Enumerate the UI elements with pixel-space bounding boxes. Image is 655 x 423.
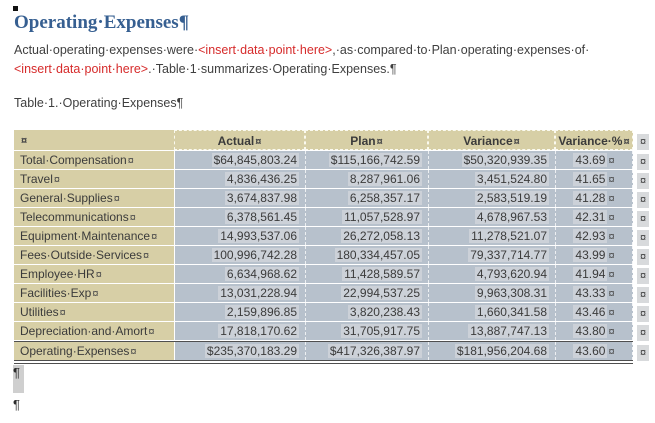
variance-value: 11,278,521.07 (471, 229, 547, 243)
variance-value: 4,793,620.94 (476, 267, 547, 281)
end-of-row-marker (637, 285, 655, 301)
end-of-row-marker (637, 304, 655, 320)
table-row (14, 341, 647, 360)
table-row (14, 189, 647, 208)
variance-value: 4,678,967.53 (476, 210, 547, 224)
variance-pct-cell[interactable] (555, 284, 633, 302)
variance-pct-cell[interactable] (555, 322, 633, 340)
variance-cell[interactable] (428, 151, 555, 169)
variance-pct-value: 43.60 (575, 344, 606, 358)
table-header-cell[interactable] (305, 130, 428, 150)
end-of-cell-marker: ¤ (608, 193, 615, 205)
end-of-row-glyph: ¤ (637, 345, 649, 361)
end-of-cell-marker: ¤ (608, 307, 615, 319)
row-label: Travel (20, 172, 53, 186)
row-label: General·Supplies (20, 191, 113, 205)
variance-value: $181,956,204.68 (456, 344, 547, 358)
table-row (14, 322, 647, 341)
variance-cell[interactable] (428, 170, 555, 188)
row-label-cell[interactable] (14, 227, 174, 245)
variance-pct-cell[interactable] (555, 151, 633, 169)
variance-cell[interactable] (428, 265, 555, 283)
actual-value: 100,996,742.28 (213, 248, 297, 262)
table-header-cell[interactable] (555, 130, 633, 150)
variance-pct-value: 42.31 (575, 210, 606, 224)
variance-value: 1,660,341.58 (476, 305, 547, 319)
end-of-cell-marker: ¤ (608, 155, 615, 167)
actual-cell[interactable] (174, 189, 305, 207)
end-of-cell-marker: ¤ (608, 288, 615, 300)
row-label: Fees·Outside·Services (20, 248, 143, 262)
plan-cell[interactable] (305, 170, 428, 188)
variance-value: $50,320,939.35 (463, 153, 547, 167)
variance-cell[interactable] (428, 284, 555, 302)
end-of-cell-marker: ¤ (59, 307, 66, 319)
variance-pct-value: 41.94 (575, 267, 606, 281)
end-of-cell-marker: ¤ (127, 155, 134, 167)
header-label: Variance·% (558, 134, 623, 148)
end-of-cell-marker: ¤ (513, 136, 520, 148)
table-row (14, 284, 647, 303)
actual-value: 13,031,228.94 (220, 286, 297, 300)
table-row (14, 151, 647, 170)
actual-cell[interactable] (174, 208, 305, 226)
table-row (14, 170, 647, 189)
end-of-row-glyph: ¤ (637, 192, 649, 208)
insert-placeholder-1[interactable]: <insert·data·point·here> (198, 43, 333, 57)
plan-cell[interactable] (305, 322, 428, 340)
row-label: Employee·HR (20, 267, 95, 281)
variance-pct-value: 43.69 (575, 153, 606, 167)
plan-value: 8,287,961.06 (349, 172, 420, 186)
end-of-row-glyph: ¤ (637, 173, 649, 189)
variance-value: 2,583,519.19 (476, 191, 547, 205)
actual-value: 2,159,896.85 (226, 305, 297, 319)
page-title[interactable] (14, 12, 189, 34)
paragraph-mark-selected[interactable]: ¶ (13, 365, 24, 393)
actual-cell[interactable] (174, 342, 305, 360)
object-anchor-square (13, 6, 18, 11)
variance-pct-value: 43.46 (575, 305, 606, 319)
plan-cell[interactable] (305, 151, 428, 169)
row-label: Equipment·Maintenance (20, 229, 151, 243)
row-label: Utilities (20, 305, 59, 319)
end-of-cell-marker: ¤ (608, 212, 615, 224)
variance-pct-cell[interactable] (555, 227, 633, 245)
end-of-row-glyph: ¤ (637, 211, 649, 227)
actual-cell[interactable] (174, 227, 305, 245)
plan-value: 3,820,238.43 (349, 305, 420, 319)
table-header-row (14, 130, 647, 151)
row-label-cell[interactable] (14, 170, 174, 188)
variance-cell[interactable] (428, 322, 555, 340)
variance-pct-cell[interactable] (555, 208, 633, 226)
plan-cell[interactable] (305, 208, 428, 226)
actual-cell[interactable] (174, 151, 305, 169)
actual-value: 6,634,968.62 (226, 267, 297, 281)
variance-pct-value: 41.65 (575, 172, 606, 186)
plan-cell[interactable] (305, 303, 428, 321)
actual-value: 17,818,170.62 (220, 324, 297, 338)
row-label-cell[interactable] (14, 246, 174, 264)
end-of-cell-marker: ¤ (92, 288, 99, 300)
variance-value: 3,451,524.80 (476, 172, 547, 186)
plan-value: 6,258,357.17 (349, 191, 420, 205)
table-row (14, 265, 647, 284)
row-label-cell[interactable] (14, 151, 174, 169)
end-of-row-marker (637, 131, 655, 147)
end-of-row-glyph: ¤ (637, 325, 649, 341)
plan-value: $115,166,742.59 (330, 153, 420, 167)
paragraph-text: ,·as·compared·to·Plan·operating·expenses·of· (332, 43, 590, 57)
pilcrow-mark: ¶ (389, 62, 397, 76)
plan-cell[interactable] (305, 342, 428, 360)
paragraph-mark[interactable]: ¶ (13, 397, 20, 412)
row-label-cell[interactable] (14, 342, 174, 360)
row-label-cell[interactable] (14, 322, 174, 340)
row-label-cell[interactable] (14, 189, 174, 207)
table-caption[interactable] (14, 96, 183, 110)
variance-value: 13,887,747.13 (470, 324, 547, 338)
header-label: Plan (350, 134, 376, 148)
row-label: Telecommunications (20, 210, 129, 224)
plan-value: 11,428,589.57 (344, 267, 420, 281)
end-of-cell-marker: ¤ (608, 231, 615, 243)
row-label-cell[interactable] (14, 303, 174, 321)
end-of-cell-marker: ¤ (623, 136, 630, 148)
end-of-cell-marker: ¤ (608, 326, 615, 338)
variance-pct-value: 43.33 (575, 286, 606, 300)
end-of-cell-marker: ¤ (608, 346, 615, 358)
table-header-cell[interactable] (174, 130, 305, 150)
variance-value: 9,963,308.31 (476, 286, 547, 300)
variance-pct-cell[interactable] (555, 189, 633, 207)
actual-cell[interactable] (174, 303, 305, 321)
paragraph-text: .·Table·1·summarizes·Operating·Expenses. (148, 62, 390, 76)
actual-cell[interactable] (174, 170, 305, 188)
end-of-row-marker (637, 247, 655, 263)
intro-paragraph[interactable] (14, 41, 639, 79)
actual-cell[interactable] (174, 246, 305, 264)
plan-value: 11,057,528.97 (344, 210, 420, 224)
variance-pct-value: 43.80 (575, 324, 606, 338)
end-of-row-marker (637, 152, 655, 168)
row-label: Total·Compensation (20, 153, 127, 167)
variance-pct-cell[interactable] (555, 170, 633, 188)
end-of-row-marker (637, 323, 655, 339)
table-row (14, 208, 647, 227)
variance-pct-cell[interactable] (555, 246, 633, 264)
end-of-cell-marker: ¤ (143, 250, 150, 262)
end-of-cell-marker: ¤ (95, 269, 102, 281)
plan-cell[interactable] (305, 246, 428, 264)
expenses-table[interactable] (14, 130, 647, 364)
variance-pct-value: 41.28 (575, 191, 606, 205)
row-label: Facilities·Exp (20, 286, 92, 300)
row-label-cell[interactable] (14, 265, 174, 283)
end-of-row-glyph: ¤ (637, 154, 649, 170)
table-row (14, 227, 647, 246)
actual-value: 14,993,537.06 (220, 229, 297, 243)
variance-pct-cell[interactable] (555, 265, 633, 283)
variance-pct-cell[interactable] (555, 303, 633, 321)
actual-value: 3,674,837.98 (226, 191, 297, 205)
actual-cell[interactable] (174, 265, 305, 283)
header-label: Actual (217, 134, 255, 148)
end-of-cell-marker: ¤ (608, 174, 615, 186)
variance-value: 79,337,714.77 (470, 248, 547, 262)
end-of-row-marker (637, 171, 655, 187)
actual-value: 6,378,561.45 (226, 210, 297, 224)
end-of-row-glyph: ¤ (637, 287, 649, 303)
plan-value: 22,994,537.25 (343, 286, 420, 300)
table-row (14, 246, 647, 265)
row-label-cell[interactable] (14, 284, 174, 302)
row-label: Depreciation·and·Amort (20, 324, 148, 338)
end-of-row-marker (637, 266, 655, 282)
end-of-row-marker (637, 343, 655, 359)
plan-value: 31,705,917.75 (343, 324, 420, 338)
end-of-row-marker (637, 190, 655, 206)
paragraph-text: Actual·operating·expenses·were· (14, 43, 199, 57)
end-of-cell-marker: ¤ (113, 193, 120, 205)
table-header-cell[interactable] (428, 130, 555, 150)
end-of-row-marker (637, 209, 655, 225)
end-of-row-glyph: ¤ (637, 268, 649, 284)
pilcrow-mark: ¶ (176, 96, 184, 110)
table-header-cell[interactable] (14, 130, 174, 150)
end-of-cell-marker: ¤ (151, 231, 158, 243)
plan-cell[interactable] (305, 265, 428, 283)
variance-cell[interactable] (428, 342, 555, 360)
table-row (14, 303, 647, 322)
end-of-cell-marker: ¤ (21, 135, 28, 147)
end-of-row-glyph: ¤ (637, 306, 649, 322)
variance-cell[interactable] (428, 246, 555, 264)
end-of-row-marker (637, 228, 655, 244)
variance-pct-value: 43.99 (575, 248, 606, 262)
end-of-row-glyph: ¤ (637, 134, 649, 150)
variance-cell[interactable] (428, 303, 555, 321)
actual-value: $235,370,183.29 (206, 344, 297, 358)
plan-value: 180,334,457.05 (336, 248, 420, 262)
end-of-cell-marker: ¤ (376, 136, 383, 148)
row-label-cell[interactable] (14, 208, 174, 226)
variance-pct-cell[interactable] (555, 342, 633, 360)
header-label: Variance (463, 134, 513, 148)
plan-cell[interactable] (305, 227, 428, 245)
variance-pct-value: 42.93 (575, 229, 606, 243)
end-of-cell-marker: ¤ (148, 326, 155, 338)
plan-cell[interactable] (305, 284, 428, 302)
actual-cell[interactable] (174, 322, 305, 340)
end-of-cell-marker: ¤ (255, 136, 262, 148)
row-label: Operating·Expenses (20, 344, 130, 358)
actual-value: $64,845,803.24 (213, 153, 297, 167)
heading-text: Operating·Expenses (14, 12, 179, 33)
variance-cell[interactable] (428, 227, 555, 245)
plan-cell[interactable] (305, 189, 428, 207)
pilcrow-mark: ¶ (178, 12, 189, 33)
plan-value: 26,272,058.13 (343, 229, 420, 243)
caption-text: Table·1.·Operating·Expenses (14, 96, 177, 110)
end-of-cell-marker: ¤ (608, 250, 615, 262)
end-of-cell-marker: ¤ (130, 346, 137, 358)
end-of-cell-marker: ¤ (53, 174, 61, 186)
insert-placeholder-2[interactable]: <insert·data·point·here> (14, 62, 149, 76)
end-of-row-glyph: ¤ (637, 249, 649, 265)
variance-cell[interactable] (428, 189, 555, 207)
end-of-cell-marker: ¤ (608, 269, 615, 281)
actual-value: 4,836,436.25 (226, 172, 297, 186)
plan-value: $417,326,387.97 (329, 344, 420, 358)
variance-cell[interactable] (428, 208, 555, 226)
actual-cell[interactable] (174, 284, 305, 302)
end-of-row-glyph: ¤ (637, 230, 649, 246)
end-of-cell-marker: ¤ (129, 212, 136, 224)
